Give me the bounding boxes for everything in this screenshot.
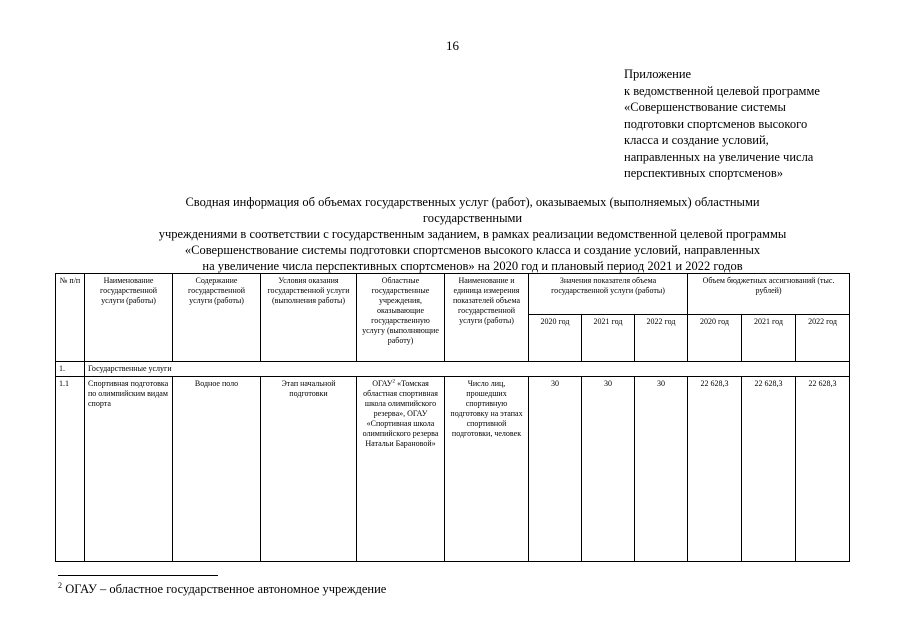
appendix-line: Приложение xyxy=(624,67,692,81)
cell-num: 1.1 xyxy=(56,377,85,562)
header-institutions: Областные государственные учреждения, оказывающие государственную услугу (выполняющие работу) xyxy=(357,274,445,362)
cell-budget-2020: 22 628,3 xyxy=(688,377,742,562)
footnote xyxy=(58,582,386,597)
header-volume-group: Значения показателя объема государственной услуги (работы) xyxy=(529,274,688,315)
appendix-block xyxy=(624,66,894,182)
cell-budget-2021: 22 628,3 xyxy=(742,377,796,562)
footnote-divider xyxy=(58,575,218,576)
footnote-mark: 2 xyxy=(58,580,63,590)
header-volume-2021: 2021 год xyxy=(582,315,635,362)
section-num: 1. xyxy=(56,362,85,377)
header-budget-group: Объем бюджетных ассигнований (тыс. рублей) xyxy=(688,274,850,315)
title-line: государственными xyxy=(422,211,523,225)
cell-volume-2021: 30 xyxy=(582,377,635,562)
header-budget-2020: 2020 год xyxy=(688,315,742,362)
header-num: № п/п xyxy=(56,274,85,362)
header-volume-2022: 2022 год xyxy=(635,315,688,362)
cell-indicator: Число лиц, прошедших спортивную подготовку на этапах спортивной подготовки, человек xyxy=(445,377,529,562)
appendix-line: «Совершенствование системы xyxy=(624,100,786,114)
appendix-line: перспективных спортсменов» xyxy=(624,166,783,180)
header-indicator: Наименование и единица измерения показателей объема государственной услуги (работы) xyxy=(445,274,529,362)
footnote-ref: 2 xyxy=(392,378,396,385)
title-line: «Совершенствование системы подготовки спортсменов высокого класса и создание условий, направленных xyxy=(184,243,761,257)
header-service-name: Наименование государственной услуги (работы) xyxy=(85,274,173,362)
header-content: Содержание государственной услуги (работы) xyxy=(173,274,261,362)
header-budget-2022: 2022 год xyxy=(796,315,850,362)
cell-conditions: Этап начальной подготовки xyxy=(261,377,357,562)
page-number: 16 xyxy=(446,38,459,53)
header-volume-2020: 2020 год xyxy=(529,315,582,362)
institution-prefix: ОГАУ xyxy=(372,379,393,388)
cell-volume-2022: 30 xyxy=(635,377,688,562)
appendix-line: подготовки спортсменов высокого xyxy=(624,116,808,131)
appendix-line: класса и создание условий, xyxy=(624,133,769,147)
institution-text: «Томская областная спортивная школа олимпийского резерва», ОГАУ «Спортивная школа олимпийского резерва Натальи Барановой» xyxy=(362,379,439,448)
appendix-line: направленных на увеличение числа xyxy=(624,149,814,164)
header-conditions: Условия оказания государственной услуги (выполнения работы) xyxy=(261,274,357,362)
table-row xyxy=(56,377,850,562)
section-title: Государственные услуги xyxy=(85,362,850,377)
cell-institutions xyxy=(357,377,445,562)
document-title xyxy=(110,194,835,274)
footnote-text: ОГАУ – областное государственное автономное учреждение xyxy=(62,582,387,596)
services-table xyxy=(55,273,850,562)
header-budget-2021: 2021 год xyxy=(742,315,796,362)
cell-content: Водное поло xyxy=(173,377,261,562)
section-row xyxy=(56,362,850,377)
cell-budget-2022: 22 628,3 xyxy=(796,377,850,562)
appendix-line: к ведомственной целевой программе xyxy=(624,83,820,98)
cell-service-name: Спортивная подготовка по олимпийским видам спорта xyxy=(85,377,173,562)
cell-volume-2020: 30 xyxy=(529,377,582,562)
title-line: Сводная информация об объемах государственных услуг (работ), оказываемых (выполняемых) областными xyxy=(185,195,760,209)
title-line: учреждениями в соответствии с государственным заданием, в рамках реализации ведомственной целевой программы xyxy=(158,227,787,241)
title-line: на увеличение числа перспективных спортсменов» на 2020 год и плановый период 2021 и 2022 годов xyxy=(202,259,743,273)
